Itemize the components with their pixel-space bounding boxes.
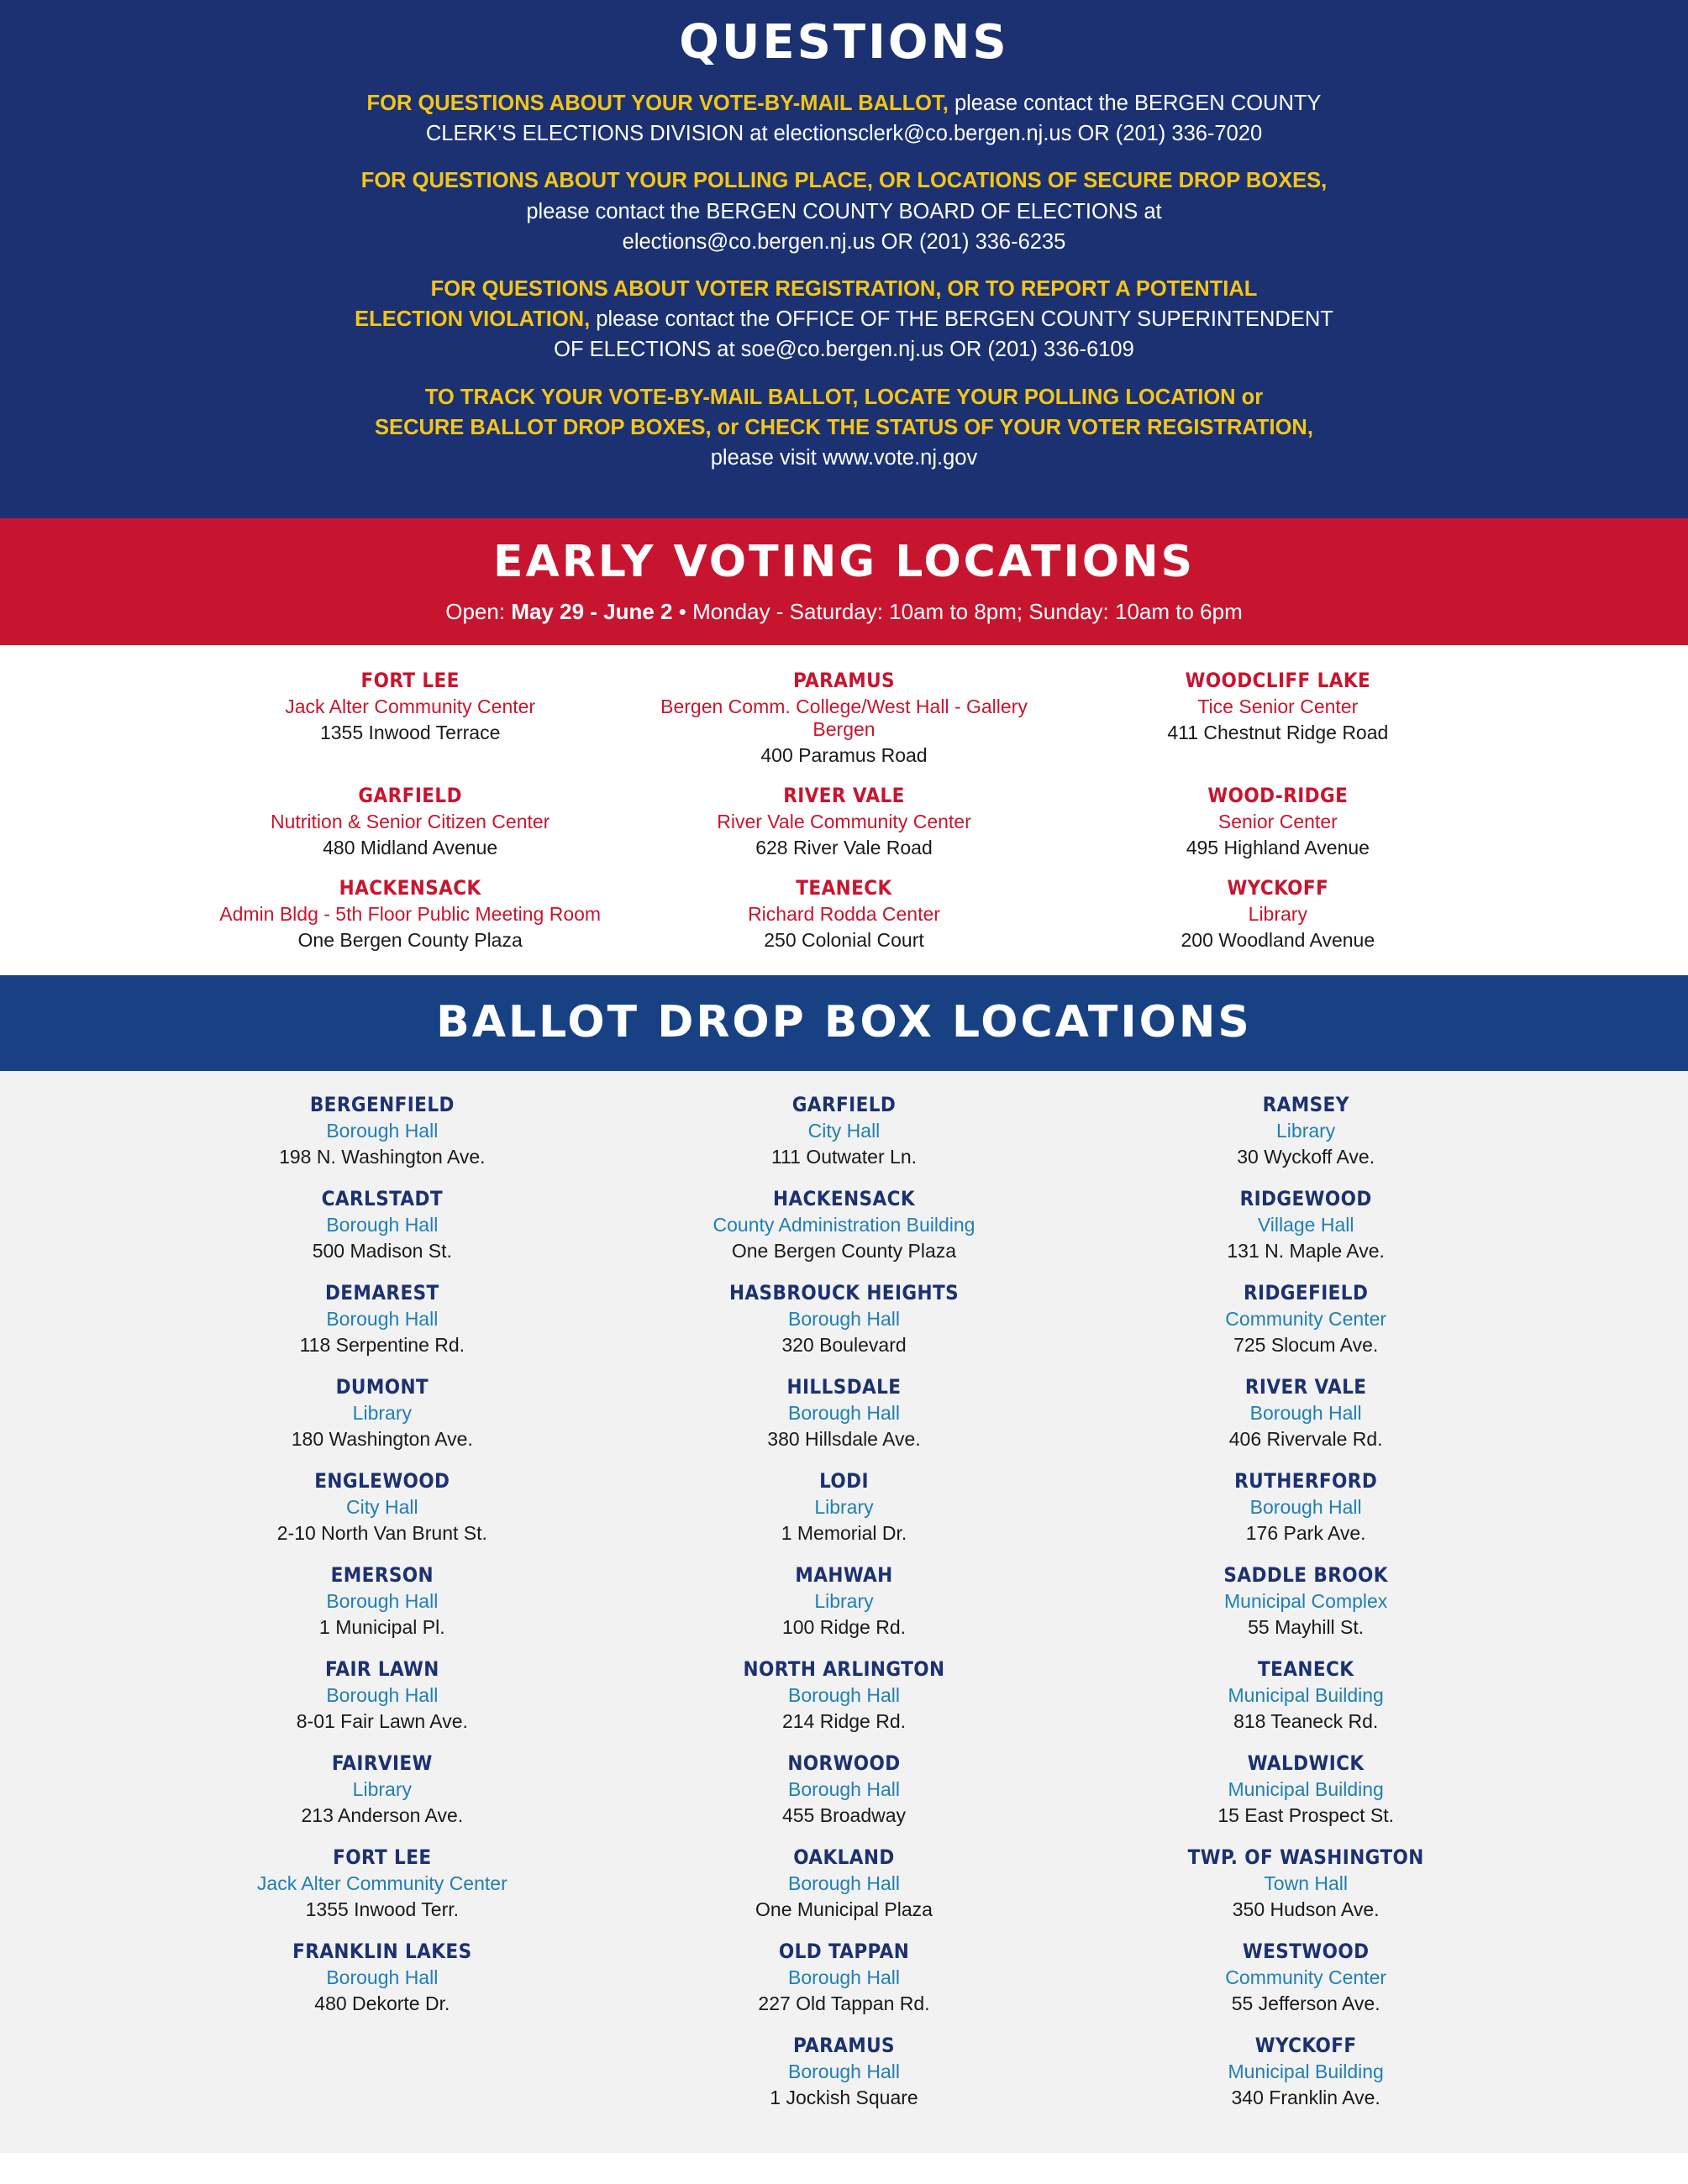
location-town: DUMONT [335,1375,429,1399]
location-town: LODI [819,1469,869,1494]
location-town: GARFIELD [791,1093,897,1117]
location-venue: County Administration Building [713,1214,975,1236]
location-venue: Borough Hall [788,1308,900,1331]
location-address: 406 Rivervale Rd. [1228,1428,1383,1451]
question-line [126,227,1562,257]
location-town: FRANKLIN LAKES [292,1940,472,1964]
location-address: 1 Memorial Dr. [781,1522,907,1545]
drop-box-banner [0,975,1688,1071]
drop-box-location [1075,1093,1537,1168]
early-voting-location [1061,669,1495,767]
question-line [126,274,1562,304]
location-venue: Borough Hall [788,1872,900,1895]
drop-box-heading: BALLOT DROP BOX LOCATIONS [436,997,1252,1048]
location-town: TEANECK [1257,1657,1354,1682]
location-venue: Borough Hall [326,1214,439,1236]
location-venue: Library [352,1778,412,1801]
location-address: 2-10 North Van Brunt St. [276,1522,487,1545]
location-town: ENGLEWOOD [314,1469,450,1494]
drop-box-location [151,1657,613,1733]
early-voting-location [1061,876,1495,952]
location-address: 55 Mayhill St. [1248,1616,1365,1639]
drop-box-grid [0,1093,1688,2128]
early-voting-location [193,784,627,859]
location-address: 725 Slocum Ave. [1233,1334,1379,1357]
location-address: 818 Teaneck Rd. [1233,1710,1379,1733]
location-address: 213 Anderson Ave. [301,1804,464,1827]
location-town: FORT LEE [333,1845,432,1870]
location-venue: Admin Bldg - 5th Floor Public Meeting Room [219,903,602,926]
questions-heading: QUESTIONS [679,15,1009,70]
location-venue: Bergen Comm. College/West Hall - Gallery Bergen [660,696,1028,741]
location-town: TEANECK [796,876,892,900]
drop-box-location [613,1940,1075,2015]
location-venue: Town Hall [1264,1872,1349,1895]
early-voting-location [193,876,627,952]
location-address: 1355 Inwood Terrace [319,722,501,744]
drop-box-location [151,1845,613,1921]
location-address: 1 Municipal Pl. [319,1616,445,1639]
drop-box-column [613,1093,1075,2128]
location-town: DEMAREST [324,1281,439,1305]
location-address: 200 Woodland Avenue [1181,929,1375,952]
location-venue: Borough Hall [326,1120,439,1142]
location-venue: City Hall [346,1496,418,1519]
location-venue: Library [814,1590,874,1613]
question-text: please visit www.vote.nj.gov [710,446,978,470]
location-venue: Library [1276,1120,1336,1142]
location-venue: Library [814,1496,874,1519]
question-line [126,412,1562,443]
question-text: please contact the BERGEN COUNTY [948,92,1322,115]
early-voting-location [627,876,1060,952]
drop-box-location [1075,1657,1537,1733]
location-venue: Borough Hall [326,1590,439,1613]
question-line [126,165,1562,196]
question-emphasis: TO TRACK YOUR VOTE-BY-MAIL BALLOT, LOCATE YOUR POLLING LOCATION or [424,385,1264,409]
location-town: PARAMUS [792,2034,896,2058]
location-town: RAMSEY [1262,1093,1349,1117]
question-line [126,118,1562,149]
location-venue: Municipal Building [1228,2061,1384,2083]
drop-box-location [1075,1940,1537,2015]
location-venue: Jack Alter Community Center [285,696,536,718]
location-venue: Tice Senior Center [1197,696,1359,718]
location-town: HACKENSACK [772,1187,915,1211]
schedule-prefix: Open: [445,599,512,625]
location-town: HASBROUCK HEIGHTS [728,1281,960,1305]
drop-box-location [613,2034,1075,2109]
drop-box-location [1075,2034,1537,2109]
question-emphasis: FOR QUESTIONS ABOUT VOTER REGISTRATION, OR TO REPORT A POTENTIAL [430,277,1258,302]
question-line [126,443,1562,473]
location-address: 455 Broadway [781,1804,907,1827]
location-address: 1 Jockish Square [770,2087,918,2109]
drop-box-location [151,1469,613,1545]
drop-box-location [151,1187,613,1263]
question-text: please contact the BERGEN COUNTY BOARD OF ELECTIONS at [526,199,1162,223]
location-address: 176 Park Ave. [1245,1522,1366,1545]
location-address: 227 Old Tappan Rd. [758,1992,930,2015]
location-town: MAHWAH [795,1563,893,1588]
location-venue: Senior Center [1217,811,1338,833]
location-address: 480 Midland Avenue [323,837,498,859]
location-address: 400 Paramus Road [760,744,928,767]
location-town: CARLSTADT [321,1187,443,1211]
location-town: RIVER VALE [783,784,905,808]
drop-box-location [1075,1281,1537,1357]
question-line [126,88,1562,118]
question-block [0,88,1688,149]
drop-box-location [151,1375,613,1451]
location-address: 350 Hudson Ave. [1232,1898,1380,1921]
drop-box-location [1075,1845,1537,1921]
location-town: WYCKOFF [1254,2034,1357,2058]
question-block [0,274,1688,365]
location-venue: Borough Hall [1249,1402,1362,1425]
drop-box-location [613,1751,1075,1827]
location-venue: Jack Alter Community Center [256,1872,507,1895]
early-voting-location [627,784,1060,859]
question-emphasis: FOR QUESTIONS ABOUT YOUR VOTE-BY-MAIL BALLOT, [366,92,949,115]
question-line [126,304,1562,334]
question-block [0,165,1688,257]
early-voting-banner [0,518,1688,645]
drop-box-location [613,1281,1075,1357]
location-town: WOOD-RIDGE [1207,784,1349,808]
question-text: elections@co.bergen.nj.us OR (201) 336-6235 [622,229,1066,254]
drop-box-location [151,1563,613,1639]
drop-box-location [1075,1187,1537,1263]
location-venue: Borough Hall [1249,1496,1362,1519]
location-address: One Bergen County Plaza [297,929,523,952]
location-town: GARFIELD [358,784,462,808]
location-address: 111 Outwater Ln. [770,1146,917,1168]
drop-box-locations [0,1071,1688,2153]
location-town: TWP. OF WASHINGTON [1187,1845,1424,1870]
location-town: EMERSON [330,1563,434,1588]
location-venue: Community Center [1225,1308,1387,1331]
schedule-dates: May 29 - June 2 [511,599,673,625]
location-venue: Municipal Building [1228,1684,1384,1707]
drop-box-location [613,1845,1075,1921]
drop-box-location [151,1940,613,2015]
drop-box-location [1075,1563,1537,1639]
question-line [126,382,1562,412]
question-text: CLERK’S ELECTIONS DIVISION at electionsclerk@co.bergen.nj.us OR (201) 336-7020 [425,122,1263,146]
location-town: HILLSDALE [786,1375,902,1399]
location-address: 340 Franklin Ave. [1231,2087,1380,2109]
question-text: OF ELECTIONS at soe@co.bergen.nj.us OR (201) 336-6109 [554,338,1134,362]
question-text: please contact the OFFICE OF THE BERGEN COUNTY SUPERINTENDENT [590,307,1333,332]
location-venue: Borough Hall [788,1778,900,1801]
drop-box-location [1075,1751,1537,1827]
location-town: OLD TAPPAN [778,1940,910,1964]
location-venue: Borough Hall [326,1684,439,1707]
location-address: 30 Wyckoff Ave. [1237,1146,1375,1168]
location-venue: Borough Hall [788,1966,900,1989]
location-address: 1355 Inwood Terr. [305,1898,460,1921]
location-venue: River Vale Community Center [717,811,971,833]
drop-box-location [613,1469,1075,1545]
location-venue: Borough Hall [788,1402,900,1425]
location-venue: Municipal Complex [1224,1590,1388,1613]
early-voting-location [193,669,627,767]
location-address: 320 Boulevard [781,1334,907,1357]
early-voting-locations [0,645,1688,975]
location-town: OAKLAND [793,1845,895,1870]
location-town: WALDWICK [1247,1751,1365,1776]
location-town: FAIR LAWN [324,1657,439,1682]
location-address: 180 Washington Ave. [291,1428,473,1451]
location-address: 380 Hillsdale Ave. [767,1428,921,1451]
question-emphasis: FOR QUESTIONS ABOUT YOUR POLLING PLACE, OR LOCATIONS OF SECURE DROP BOXES, [360,169,1328,193]
location-address: 250 Colonial Court [764,929,924,952]
location-address: One Municipal Plaza [755,1898,933,1921]
location-address: One Bergen County Plaza [731,1240,957,1263]
question-line [126,197,1562,227]
early-voting-schedule [0,599,1688,625]
location-venue: City Hall [807,1120,881,1142]
drop-box-location [613,1563,1075,1639]
early-voting-heading: EARLY VOTING LOCATIONS [492,537,1196,588]
location-address: 15 East Prospect St. [1217,1804,1394,1827]
location-venue: Municipal Building [1228,1778,1384,1801]
location-town: RUTHERFORD [1234,1469,1378,1494]
location-address: 480 Dekorte Dr. [314,1992,450,2015]
location-address: 495 Highland Avenue [1186,837,1370,859]
question-block [0,382,1688,474]
location-town: WOODCLIFF LAKE [1185,669,1371,693]
drop-box-column [1075,1093,1537,2128]
location-town: RIDGEFIELD [1244,1281,1369,1305]
drop-box-column [151,1093,613,2128]
location-venue: Richard Rodda Center [748,903,940,926]
location-town: NORTH ARLINGTON [743,1657,945,1682]
question-emphasis: ELECTION VIOLATION, [355,307,591,332]
location-town: RIDGEWOOD [1239,1187,1372,1211]
location-address: 500 Madison St. [312,1240,452,1263]
location-venue: Community Center [1225,1966,1387,1989]
drop-box-location [613,1093,1075,1168]
early-voting-location [627,669,1060,767]
location-venue: Borough Hall [326,1966,439,1989]
drop-box-location [1075,1469,1537,1545]
location-town: RIVER VALE [1244,1375,1367,1399]
drop-box-location [613,1375,1075,1451]
location-venue: Library [352,1402,412,1425]
location-town: SADDLE BROOK [1223,1563,1388,1588]
location-venue: Borough Hall [788,1684,900,1707]
drop-box-location [151,1093,613,1168]
question-emphasis: SECURE BALLOT DROP BOXES, or CHECK THE STATUS OF YOUR VOTER REGISTRATION, [375,415,1313,439]
location-address: 8-01 Fair Lawn Ave. [296,1710,468,1733]
location-town: BERGENFIELD [309,1093,455,1117]
location-town: FAIRVIEW [331,1751,433,1776]
location-address: 55 Jefferson Ave. [1231,1992,1380,2015]
location-address: 131 N. Maple Ave. [1227,1240,1385,1263]
early-voting-location [1061,784,1495,859]
location-address: 411 Chestnut Ridge Road [1167,722,1389,744]
location-address: 100 Ridge Rd. [781,1616,907,1639]
questions-blocks [0,88,1688,473]
location-address: 198 N. Washington Ave. [279,1146,486,1168]
location-address: 118 Serpentine Rd. [299,1334,465,1357]
location-address: 628 River Vale Road [755,837,933,859]
location-venue: Borough Hall [788,2061,900,2083]
question-line [126,334,1562,365]
questions-section [0,0,1688,518]
location-town: FORT LEE [360,669,460,693]
drop-box-location [613,1187,1075,1263]
drop-box-location [151,1751,613,1827]
drop-box-location [613,1657,1075,1733]
location-venue: Nutrition & Senior Citizen Center [270,811,550,833]
early-voting-grid [0,669,1688,952]
location-town: HACKENSACK [339,876,481,900]
location-town: PARAMUS [792,669,896,693]
location-venue: Library [1248,903,1307,926]
location-town: NORWOOD [787,1751,901,1776]
location-address: 214 Ridge Rd. [781,1710,907,1733]
schedule-suffix: • Monday - Saturday: 10am to 8pm; Sunday: 10am to 6pm [672,599,1243,625]
location-venue: Village Hall [1257,1214,1354,1236]
location-town: WESTWOOD [1242,1940,1370,1964]
location-venue: Borough Hall [326,1308,439,1331]
location-town: WYCKOFF [1227,876,1329,900]
drop-box-location [151,1281,613,1357]
drop-box-location [1075,1375,1537,1451]
